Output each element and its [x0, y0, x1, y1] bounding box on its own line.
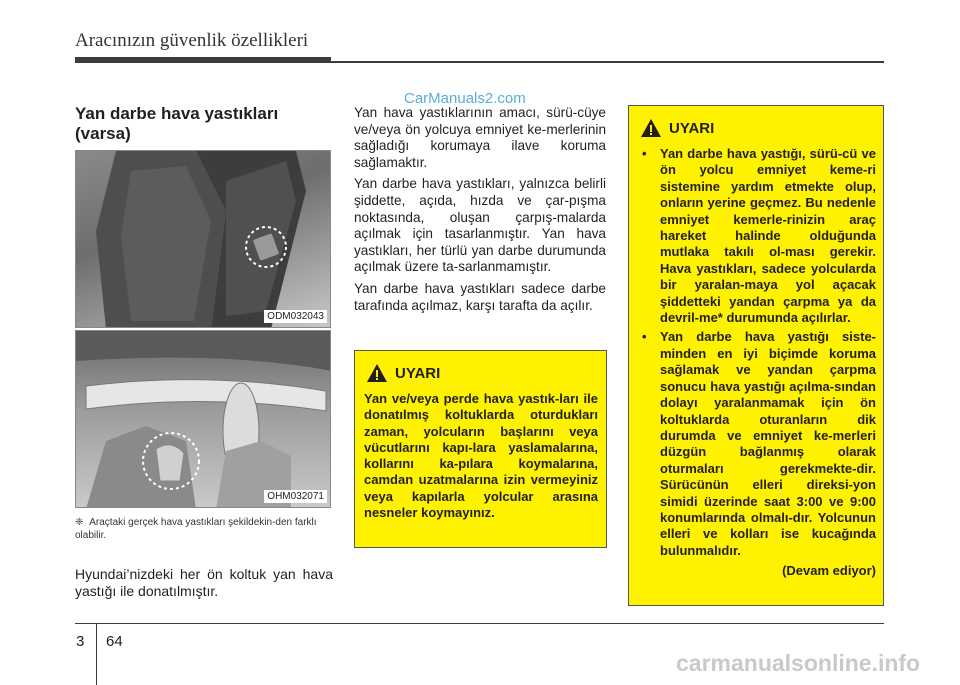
bullet-icon: •: [642, 329, 647, 345]
seat-airbag-photo: [75, 150, 331, 328]
page-number: 64: [106, 633, 123, 650]
warning-header: [638, 114, 876, 142]
section-title: [75, 104, 335, 144]
warning-list: [638, 146, 876, 559]
note-symbol: ❈: [75, 517, 84, 528]
warning-box-small: [354, 350, 607, 548]
image-note: [75, 516, 335, 542]
body-paragraph: Yan darbe hava yastıkları sadece darbe tarafında açılmaz, karşı tarafta da açılır.: [354, 280, 606, 313]
footer-rule: [75, 623, 884, 624]
cabin-illustration: [76, 331, 331, 508]
warning-header: [364, 359, 598, 387]
cabin-airbag-photo: [75, 330, 331, 508]
body-paragraph: Yan darbe hava yastıkları, yalnızca belirli şiddette, açıda, hızda ve çar-pışma noktasında, oluşan çarpış-malarda açılmak için tasarlanmıştır. Yan hava yastıkları, her türlü yan darbe durumunda açılmak üzere ta-sarlanmamıştır.: [354, 176, 606, 275]
body-text: [354, 105, 606, 319]
warning-item-text: Yan darbe hava yastığı siste-minden en iyi biçimde koruma sağlamak ve yandan çarpma sonucu hava yastığı açılma-sından dolayı yaralanmamak için ön koltuklarda oturanların dik durumda ve emniyet ke-merleri düzgün bağlanmış olarak oturmaları gerekmekte-dir. Sürücünün elleri direksi-yon simidi üzerinde saat 3:00 ve 9:00 konumlarında olmalı-dır. Yolcunun elleri ve kolları ise kucağında bulunmalıdır.: [660, 329, 876, 558]
section-title-line2: (varsa): [75, 124, 131, 143]
warning-title: UYARI: [395, 364, 441, 382]
warning-text: Yan ve/veya perde hava yastık-ları ile donatılmış koltuklarda oturdukları zaman, yolcuların başlarını veya vücutlarını kapı-lara yaslamalarına, kollarını ka-pılara koymalarına, camdan uzatmalarına izin vermeyiniz veya kapılarla yolcular arasına nesneler koymayınız.: [364, 391, 598, 521]
continued-label: (Devam ediyor): [782, 563, 876, 579]
header-rule-thin: [331, 61, 884, 63]
header-title: Aracınızın güvenlik özellikleri: [75, 30, 309, 51]
seat-illustration: [76, 151, 331, 328]
section-title-line1: Yan darbe hava yastıkları: [75, 104, 279, 123]
photo-code: ODM032043: [264, 310, 327, 323]
warning-triangle-icon: [640, 118, 662, 138]
note-text: Araçtaki gerçek hava yastıkları şekildekin-den farklı olabilir.: [75, 517, 317, 541]
warning-triangle-icon: [366, 363, 388, 383]
warning-box-large: [628, 105, 884, 606]
watermark-top[interactable]: CarManuals2.com: [404, 90, 526, 107]
intro-paragraph: Hyundai’nizdeki her ön koltuk yan hava yastığı ile donatılmıştır.: [75, 566, 333, 599]
chapter-number: 3: [76, 633, 85, 650]
header-rule-thick: [75, 57, 331, 63]
warning-title: UYARI: [669, 119, 715, 137]
footer-divider: [96, 623, 97, 685]
warning-list-item: [638, 146, 876, 326]
watermark-bottom[interactable]: carmanualsonline.info: [676, 650, 921, 676]
warning-list-item: [638, 329, 876, 559]
bullet-icon: •: [642, 146, 647, 161]
photo-code: OHM032071: [264, 490, 327, 503]
warning-item-text: Yan darbe hava yastığı, sürü-cü ve ön yolcu emniyet keme-ri sistemine yardım etmekte olup, onların yerine geçmez. Bu nedenle emniyet kemerle-rinizin araç hareket halinde olduğunda mutlaka takılı ol-ması gerekir. Hava yastıkları, sadece yolcularda bir yaralan-maya yol açacak şiddetteki yandan çarpma ya da devril-me* durumunda açılırlar.: [660, 146, 876, 326]
body-paragraph: Yan hava yastıklarının amacı, sürü-cüye ve/veya ön yolcuya emniyet ke-merlerinin sağladığı korumaya ilave koruma sağlamaktır.: [354, 105, 606, 170]
